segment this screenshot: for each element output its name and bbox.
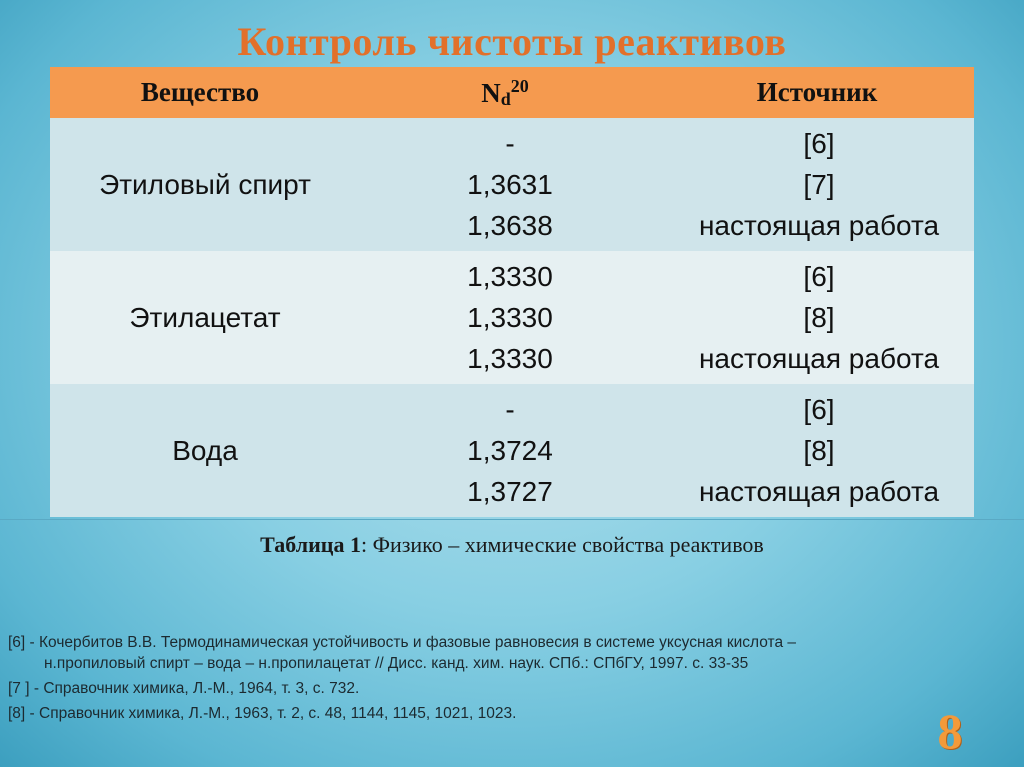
value: 1,3727 xyxy=(467,476,553,507)
value: 1,3330 xyxy=(467,343,553,374)
header-source: Источник xyxy=(756,77,878,107)
caption-text: : Физико – химические свойства реактивов xyxy=(360,532,764,557)
substance-cell: Этиловый спирт xyxy=(99,168,311,200)
table-row xyxy=(50,384,974,517)
value: 1,3330 xyxy=(467,261,553,292)
value-cell xyxy=(360,251,660,384)
reference-8: [8] - Справочник химика, Л.-М., 1963, т. 2, с. 48, 1144, 1145, 1021, 1023. xyxy=(8,705,517,722)
value: 1,3724 xyxy=(467,435,553,466)
reference-7: [7 ] - Справочник химика, Л.-М., 1964, т. 3, с. 732. xyxy=(8,680,360,697)
header-nd-sub: d xyxy=(500,88,511,109)
value: - xyxy=(505,128,515,159)
source: настоящая работа xyxy=(698,476,940,507)
value: 1,3631 xyxy=(467,169,553,200)
reference-6 xyxy=(8,632,1020,674)
table-header xyxy=(50,67,974,118)
reference-6-line2: н.пропиловый спирт – вода – н.пропилацетат // Дисс. канд. хим. наук. СПб.: СПбГУ, 1997. с. 33-35 xyxy=(44,655,749,672)
substance-cell: Вода xyxy=(172,434,238,466)
value: - xyxy=(505,394,515,425)
header-substance: Вещество xyxy=(140,77,260,107)
value: 1,3330 xyxy=(467,302,553,333)
source-cell xyxy=(660,251,974,384)
slide-title: Контроль чистоты реактивов xyxy=(237,19,787,64)
source-cell xyxy=(660,118,974,251)
header-refractive-index xyxy=(350,76,660,110)
source: настоящая работа xyxy=(698,343,940,374)
value: 1,3638 xyxy=(467,210,553,241)
substance-cell: Этилацетат xyxy=(129,301,281,333)
references xyxy=(8,632,1020,728)
purity-table xyxy=(50,67,974,517)
source: [6] xyxy=(803,394,835,425)
source-cell xyxy=(660,384,974,517)
source: настоящая работа xyxy=(698,210,940,241)
table-row xyxy=(50,118,974,251)
table-row xyxy=(50,251,974,384)
source: [8] xyxy=(803,302,835,333)
reference-6-line1: [6] - Кочербитов В.В. Термодинамическая устойчивость и фазовые равновесия в системе уксусная кислота – xyxy=(8,634,796,651)
header-nd-sup: 20 xyxy=(510,75,529,96)
value-cell xyxy=(360,118,660,251)
value-cell xyxy=(360,384,660,517)
table-caption xyxy=(0,532,1024,558)
divider-line xyxy=(0,519,1024,520)
header-nd-base: N xyxy=(481,77,501,108)
source: [6] xyxy=(803,261,835,292)
source: [6] xyxy=(803,128,835,159)
page-number: 8 xyxy=(937,703,963,759)
source: [7] xyxy=(803,169,835,200)
source: [8] xyxy=(803,435,835,466)
caption-label: Таблица 1 xyxy=(260,532,361,557)
